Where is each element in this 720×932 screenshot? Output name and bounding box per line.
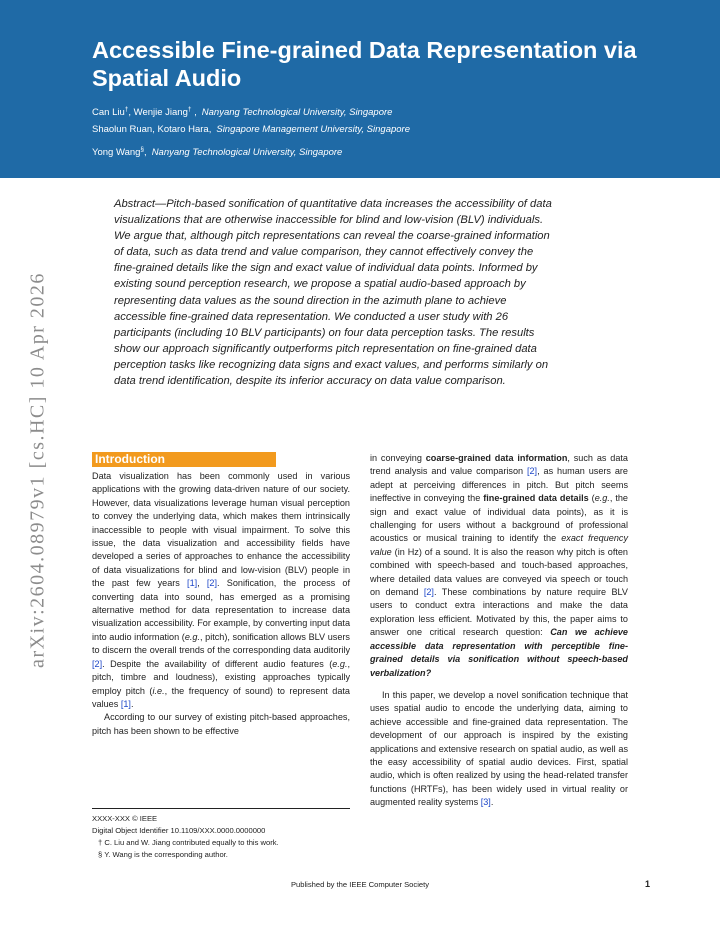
text-run: ,: [197, 578, 207, 589]
intro-paragraph: According to our survey of existing pitch-based approaches, pitch has been shown to be effective: [92, 712, 350, 736]
paper-title: Accessible Fine-grained Data Representation via Spatial Audio: [92, 37, 637, 91]
text-run: (in Hz) of a sound. It is also the reason why pitch is often combined with speech-based and touch-based approaches, where detailed data values are conveyed via speech or touch on demand: [370, 546, 628, 598]
author-names: Yong Wang: [92, 147, 141, 159]
text-run: coarse-grained data information: [425, 453, 568, 463]
arxiv-stamp: arXiv:2604.08979v1 [cs.HC] 10 Apr 2026: [26, 272, 49, 668]
citation-link[interactable]: [1]: [187, 578, 198, 589]
text-run: , pitch), sonification allows BLV users to discern the overall trends of the corresponding data auditorily: [92, 631, 350, 656]
text-run: . These combinations by nature require BLV users to conduct extra interactions and make the data exploration less efficient. Motivated by this, the paper aims to answer one critical research question:: [370, 587, 628, 638]
intro-paragraph: [92, 470, 350, 711]
author-names: , Wenjie Jiang: [128, 107, 188, 119]
text-run: . Sonification, the process of converting data into sound, has emerged as a promising alternative method for data representation to increase data visualization accessibility. For example, by converting input data into audio information (: [92, 578, 350, 642]
author-names: Can Liu: [92, 107, 125, 119]
author-affiliation: Nanyang Technological University, Singapore: [201, 107, 393, 119]
text-run: e.g.: [332, 658, 348, 669]
author-line: [92, 104, 410, 124]
page-number: 1: [645, 879, 651, 889]
author-affiliation: Nanyang Technological University, Singapore: [151, 147, 343, 159]
footnote: † C. Liu and W. Jiang contributed equally to this work.: [98, 838, 279, 847]
text-run: , such as data trend analysis and value comparison: [370, 453, 628, 477]
author-names: ,: [191, 107, 197, 119]
citation-link[interactable]: [2]: [206, 578, 218, 589]
author-names: Shaolun Ruan, Kotaro Hara,: [92, 124, 212, 135]
text-run: , the sign and exact value of individual data points), as it is challenging for users without a background of professional acoustics or musical training to identify the: [370, 493, 628, 544]
author-mark: §: [140, 146, 145, 153]
footnotes: [92, 808, 350, 861]
citation-link[interactable]: [3]: [480, 797, 491, 808]
intro-paragraph: [370, 689, 628, 810]
text-run: e.g.: [594, 493, 610, 504]
citation-link[interactable]: [1]: [120, 698, 131, 709]
text-run: exact frequency value: [370, 533, 629, 557]
abstract: Abstract—Pitch-based sonification of quantitative data increases the accessibility of data visualizations that are otherwise inaccessible for blind and low-vision (BLV) individuals. We argue that, although pitch representations can reveal the coarse-grained information of data, such as data trend and value comparison, they cannot effectively convey the fine-grained details like the sign and exact value of individual data points. Informed by existing sound perception research, we propose a spatial audio-based approach by representing data values as the sound direction in the azimuth plane to achieve accessible fine-grained data representation. We conducted a user study with 26 participants (including 10 BLV participants) on four data perception tasks. The results show our approach significantly outperforms pitch representation on fine-grained data perception tasks like recognizing data signs and exact values, and performs similarly on data trend identification, despite its inferior accuracy on data value comparison.: [114, 198, 552, 388]
text-run: i.e.: [152, 685, 165, 696]
citation-link[interactable]: [2]: [526, 466, 538, 477]
text-run: fine-grained data details: [483, 493, 589, 504]
left-column: [92, 452, 350, 738]
research-question: Can we achieve accessible data representation with perceptible fine-grained details via sonification without speech-based verbalization?: [370, 627, 628, 678]
author-line: [92, 144, 410, 164]
author-line: [92, 124, 410, 144]
text-run: , the frequency of sound) to represent data values: [92, 685, 350, 709]
text-run: . Despite the availability of different audio features (: [102, 658, 333, 669]
author-mark: †: [187, 106, 192, 113]
text-run: , pitch, timbre and loudness), existing approaches typically employ pitch (: [92, 658, 350, 696]
footnote: § Y. Wang is the corresponding author.: [98, 850, 228, 859]
right-column: [370, 452, 628, 810]
text-run: (: [588, 493, 595, 504]
text-run: , as human users are adept at perceiving differences in pitch. But pitch seems ineffective in conveying the: [370, 466, 628, 504]
citation-link[interactable]: [2]: [423, 587, 434, 598]
intro-paragraph: [370, 452, 628, 680]
author-list: [92, 104, 410, 164]
text-run: in conveying: [370, 453, 426, 463]
text-run: In this paper, we develop a novel sonification technique that uses spatial audio to encode the underlying data, aiming to achieve accessible and fine-grained data representation. The development of our approach is inspired by the existing applications and extensive research on spatial audio, as well as the easy accessibility of spatial audio devices. First, spatial audio, which is often realized by using the head-related transfer functions (HRTFs), has been widely used in virtual reality or augmented reality systems: [370, 689, 628, 808]
footnote: XXXX-XXX © IEEE: [92, 814, 158, 823]
author-mark: †: [124, 106, 129, 113]
footnote: Digital Object Identifier 10.1109/XXX.0000.0000000: [92, 826, 266, 835]
page-footer: Published by the IEEE Computer Society: [290, 880, 430, 889]
citation-link[interactable]: [2]: [92, 658, 103, 669]
author-names: ,: [144, 147, 147, 159]
text-run: e.g.: [184, 631, 200, 642]
section-heading: Introduction: [92, 452, 276, 467]
text-run: .: [130, 698, 134, 709]
text-run: .: [490, 797, 494, 808]
author-affiliation: Singapore Management University, Singapore: [216, 124, 410, 135]
text-run: Data visualization has been commonly used in various applications with the growing data-driven nature of our society. However, data visualizations leverage human visual perception to convey the underlying data, which makes them intrinsically inaccessible to people with visual impairment. To solve this issue, the data visualization and accessibility fields have developed a series of approaches to enhance the accessibility of data visualizations for blind and low-vision (BLV) people in the past few years: [92, 471, 350, 589]
